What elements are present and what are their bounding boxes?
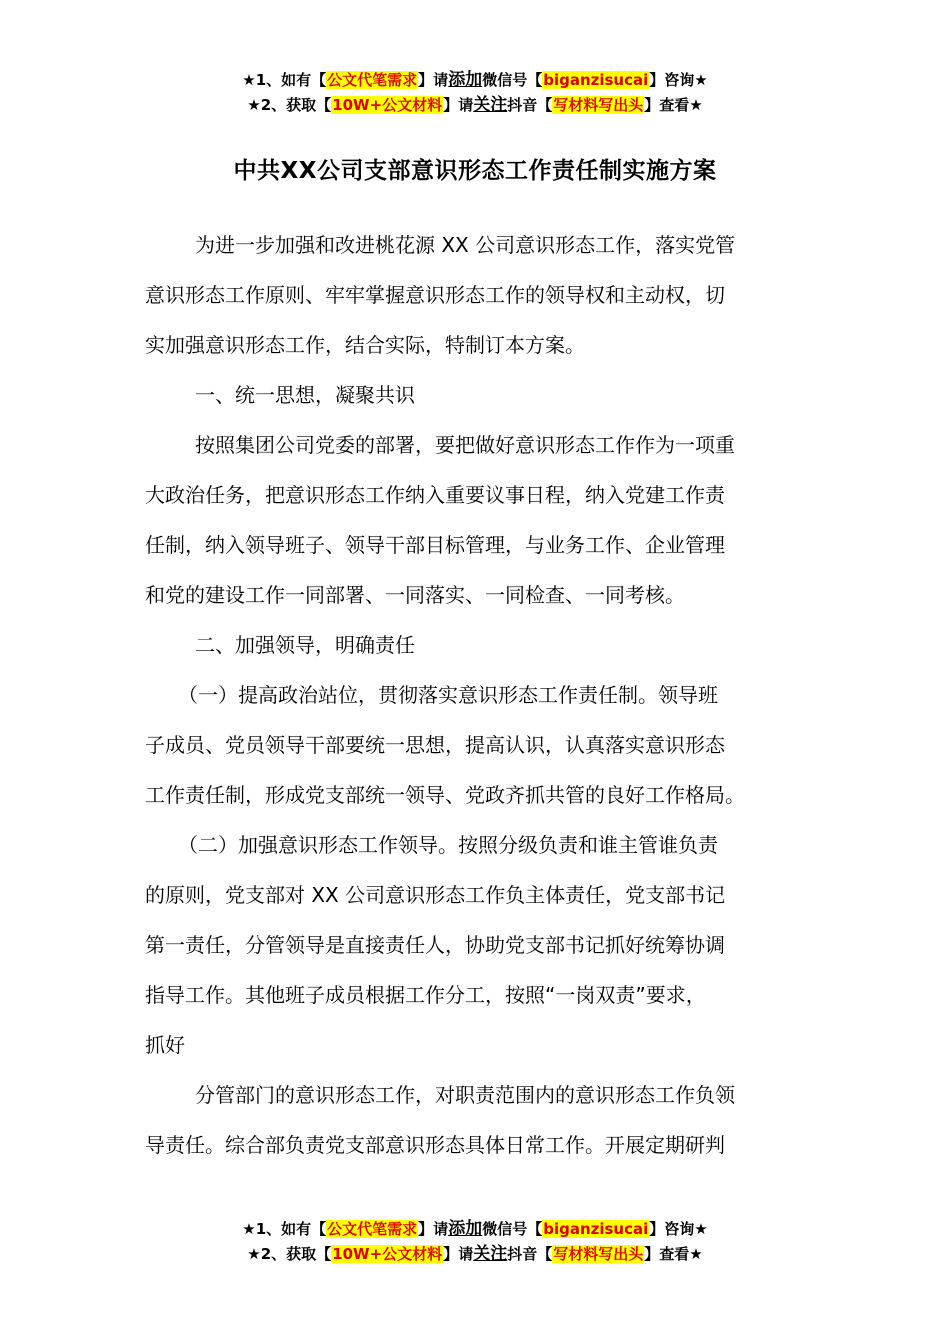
footer-banner [0, 1217, 950, 1267]
highlight-wechat-id: biganzisucai [543, 1220, 649, 1238]
document-body [145, 220, 805, 1170]
emphasis-add: 添加 [448, 1219, 483, 1239]
body-line: （二）加强意识形态工作领导。按照分级负责和谁主管谁负责 [178, 833, 718, 857]
banner-text: ★2、获取【 [247, 1245, 332, 1263]
highlight-douyin-id: 写材料写出头 [553, 1245, 644, 1263]
banner-text: 抖音【 [507, 96, 553, 114]
emphasis-add: 添加 [448, 70, 483, 90]
highlight-materials: 10W+公文材料 [332, 1245, 443, 1263]
body-line: 按照集团公司党委的部署，要把做好意识形态工作作为一项重 [195, 433, 735, 457]
body-line: （一）提高政治站位，贯彻落实意识形态工作责任制。领导班 [178, 683, 718, 707]
banner-text: 】请 [443, 1245, 474, 1263]
banner-text: 】查看★ [644, 96, 703, 114]
body-line: 意识形态工作原则、牢牢掌握意识形态工作的领导权和主动权，切 [145, 283, 725, 307]
banner-text: 微信号【 [482, 71, 543, 89]
body-line: 为进一步加强和改进桃花源 XX 公司意识形态工作，落实党管 [195, 233, 736, 257]
banner-text: 】请 [418, 71, 449, 89]
highlight-douyin-id: 写材料写出头 [553, 96, 644, 114]
body-line: 子成员、党员领导干部要统一思想，提高认识，认真落实意识形态 [145, 733, 725, 757]
highlight-wechat-id: biganzisucai [543, 71, 649, 89]
body-line: 分管部门的意识形态工作，对职责范围内的意识形态工作负领 [195, 1083, 735, 1107]
emphasis-follow: 关注 [473, 95, 508, 115]
body-line: 指导工作。其他班子成员根据工作分工，按照“一岗双责”要求， [145, 983, 706, 1007]
banner-text: ★1、如有【 [242, 71, 327, 89]
banner-line-2 [0, 93, 950, 118]
highlight-service: 公文代笔需求 [327, 1220, 418, 1238]
banner-text: 】咨询★ [649, 1220, 708, 1238]
section-heading: 一、统一思想，凝聚共识 [195, 383, 415, 407]
body-line: 抓好 [145, 1033, 185, 1057]
body-line: 的原则，党支部对 XX 公司意识形态工作负主体责任，党支部书记 [145, 883, 726, 907]
banner-line-2 [0, 1242, 950, 1267]
body-line: 第一责任，分管领导是直接责任人，协助党支部书记抓好统筹协调 [145, 933, 725, 957]
banner-text: ★2、获取【 [247, 96, 332, 114]
body-line: 导责任。综合部负责党支部意识形态具体日常工作。开展定期研判 [145, 1133, 725, 1157]
body-line: 大政治任务，把意识形态工作纳入重要议事日程，纳入党建工作责 [145, 483, 725, 507]
header-banner [0, 68, 950, 118]
highlight-service: 公文代笔需求 [327, 71, 418, 89]
banner-line-1 [0, 1217, 950, 1242]
highlight-materials: 10W+公文材料 [332, 96, 443, 114]
banner-text: 】咨询★ [649, 71, 708, 89]
banner-text: 】请 [443, 96, 474, 114]
body-line: 和党的建设工作一同部署、一同落实、一同检查、一同考核。 [145, 583, 685, 607]
emphasis-follow: 关注 [473, 1244, 508, 1264]
section-heading: 二、加强领导，明确责任 [195, 633, 415, 657]
banner-text: 微信号【 [482, 1220, 543, 1238]
banner-text: 】请 [418, 1220, 449, 1238]
banner-line-1 [0, 68, 950, 93]
document-title: 中共XX公司支部意识形态工作责任制实施方案 [233, 158, 717, 184]
body-line: 实加强意识形态工作，结合实际，特制订本方案。 [145, 333, 585, 357]
banner-text: ★1、如有【 [242, 1220, 327, 1238]
banner-text: 】查看★ [644, 1245, 703, 1263]
banner-text: 抖音【 [507, 1245, 553, 1263]
body-line: 任制，纳入领导班子、领导干部目标管理，与业务工作、企业管理 [145, 533, 725, 557]
body-line: 工作责任制，形成党支部统一领导、党政齐抓共管的良好工作格局。 [145, 783, 745, 807]
